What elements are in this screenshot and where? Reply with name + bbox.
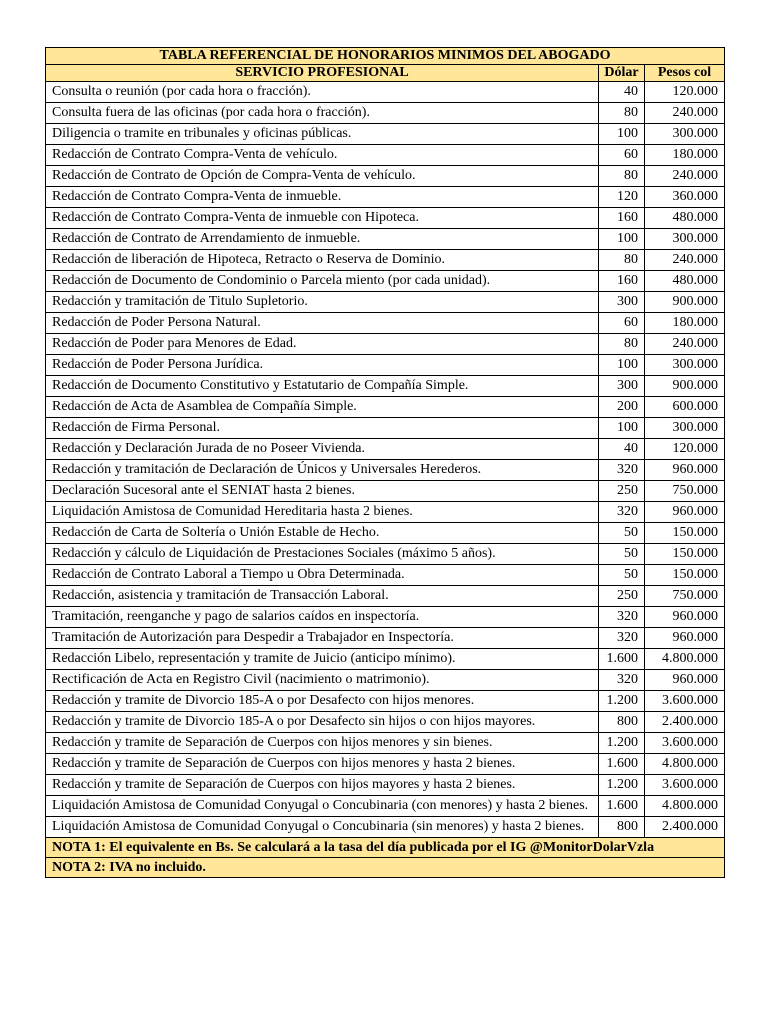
cop-cell: 240.000: [645, 103, 725, 124]
cop-cell: 120.000: [645, 439, 725, 460]
usd-cell: 80: [599, 103, 645, 124]
cop-cell: 4.800.000: [645, 796, 725, 817]
table-row: [46, 334, 725, 355]
table-row: [46, 712, 725, 733]
service-cell: Redacción y tramite de Separación de Cuerpos con hijos mayores y hasta 2 bienes.: [46, 775, 599, 796]
table-row: [46, 166, 725, 187]
table-row: [46, 187, 725, 208]
usd-cell: 320: [599, 670, 645, 691]
table-row: [46, 691, 725, 712]
usd-cell: 40: [599, 82, 645, 103]
service-cell: Redacción de Documento de Condominio o Parcela miento (por cada unidad).: [46, 271, 599, 292]
cop-cell: 4.800.000: [645, 754, 725, 775]
usd-cell: 80: [599, 250, 645, 271]
cop-cell: 750.000: [645, 481, 725, 502]
cop-cell: 600.000: [645, 397, 725, 418]
table-row: [46, 313, 725, 334]
cop-cell: 300.000: [645, 355, 725, 376]
service-cell: Rectificación de Acta en Registro Civil (nacimiento o matrimonio).: [46, 670, 599, 691]
service-cell: Redacción de Firma Personal.: [46, 418, 599, 439]
table-body: [46, 82, 725, 838]
service-cell: Redacción de Contrato Compra-Venta de inmueble.: [46, 187, 599, 208]
cop-cell: 960.000: [645, 607, 725, 628]
table-row: [46, 229, 725, 250]
table-row: [46, 376, 725, 397]
service-cell: Redacción de liberación de Hipoteca, Retracto o Reserva de Dominio.: [46, 250, 599, 271]
table-row: [46, 103, 725, 124]
service-cell: Redacción de Documento Constitutivo y Estatutario de Compañía Simple.: [46, 376, 599, 397]
usd-cell: 320: [599, 460, 645, 481]
cop-cell: 3.600.000: [645, 775, 725, 796]
service-cell: Tramitación de Autorización para Despedir a Trabajador en Inspectoría.: [46, 628, 599, 649]
column-header-usd: Dólar: [599, 65, 645, 82]
table-row: [46, 82, 725, 103]
usd-cell: 40: [599, 439, 645, 460]
service-cell: Redacción y tramite de Separación de Cuerpos con hijos menores y hasta 2 bienes.: [46, 754, 599, 775]
cop-cell: 240.000: [645, 334, 725, 355]
table-row: [46, 544, 725, 565]
cop-cell: 300.000: [645, 124, 725, 145]
table-row: [46, 607, 725, 628]
cop-cell: 4.800.000: [645, 649, 725, 670]
column-header-cop: Pesos col: [645, 65, 725, 82]
usd-cell: 50: [599, 565, 645, 586]
cop-cell: 480.000: [645, 271, 725, 292]
table-row: [46, 565, 725, 586]
table-row: [46, 817, 725, 838]
usd-cell: 50: [599, 523, 645, 544]
service-cell: Redacción y tramite de Divorcio 185-A o por Desafecto con hijos menores.: [46, 691, 599, 712]
service-cell: Declaración Sucesoral ante el SENIAT hasta 2 bienes.: [46, 481, 599, 502]
usd-cell: 1.200: [599, 733, 645, 754]
table-row: [46, 796, 725, 817]
service-cell: Redacción de Contrato de Opción de Compra-Venta de vehículo.: [46, 166, 599, 187]
cop-cell: 960.000: [645, 502, 725, 523]
service-cell: Redacción de Contrato Laboral a Tiempo u Obra Determinada.: [46, 565, 599, 586]
service-cell: Redacción Libelo, representación y tramite de Juicio (anticipo mínimo).: [46, 649, 599, 670]
service-cell: Redacción de Contrato Compra-Venta de vehículo.: [46, 145, 599, 166]
table-row: [46, 355, 725, 376]
service-cell: Redacción de Carta de Soltería o Unión Estable de Hecho.: [46, 523, 599, 544]
usd-cell: 1.600: [599, 754, 645, 775]
cop-cell: 3.600.000: [645, 691, 725, 712]
usd-cell: 300: [599, 292, 645, 313]
note-row: [46, 838, 725, 858]
service-cell: Redacción de Contrato Compra-Venta de inmueble con Hipoteca.: [46, 208, 599, 229]
service-cell: Redacción de Poder para Menores de Edad.: [46, 334, 599, 355]
table-row: [46, 649, 725, 670]
table-row: [46, 523, 725, 544]
usd-cell: 250: [599, 586, 645, 607]
usd-cell: 80: [599, 166, 645, 187]
cop-cell: 2.400.000: [645, 817, 725, 838]
cop-cell: 480.000: [645, 208, 725, 229]
column-header-service: SERVICIO PROFESIONAL: [46, 65, 599, 82]
usd-cell: 320: [599, 502, 645, 523]
table-row: [46, 418, 725, 439]
table-row: [46, 124, 725, 145]
service-cell: Redacción y Declaración Jurada de no Poseer Vivienda.: [46, 439, 599, 460]
usd-cell: 300: [599, 376, 645, 397]
service-cell: Redacción de Contrato de Arrendamiento de inmueble.: [46, 229, 599, 250]
service-cell: Diligencia o tramite en tribunales y oficinas públicas.: [46, 124, 599, 145]
usd-cell: 120: [599, 187, 645, 208]
usd-cell: 100: [599, 355, 645, 376]
fees-table: [45, 47, 725, 878]
usd-cell: 80: [599, 334, 645, 355]
cop-cell: 2.400.000: [645, 712, 725, 733]
cop-cell: 150.000: [645, 523, 725, 544]
note-1: NOTA 1: El equivalente en Bs. Se calculará a la tasa del día publicada por el IG @MonitorDolarVzla: [46, 838, 725, 858]
table-row: [46, 670, 725, 691]
service-cell: Liquidación Amistosa de Comunidad Conyugal o Concubinaria (con menores) y hasta 2 bienes.: [46, 796, 599, 817]
cop-cell: 960.000: [645, 670, 725, 691]
cop-cell: 120.000: [645, 82, 725, 103]
table-row: [46, 397, 725, 418]
cop-cell: 300.000: [645, 418, 725, 439]
usd-cell: 200: [599, 397, 645, 418]
cop-cell: 240.000: [645, 166, 725, 187]
cop-cell: 360.000: [645, 187, 725, 208]
service-cell: Redacción, asistencia y tramitación de Transacción Laboral.: [46, 586, 599, 607]
table-row: [46, 460, 725, 481]
table-title-row: [46, 48, 725, 65]
table-row: [46, 775, 725, 796]
table-row: [46, 502, 725, 523]
cop-cell: 3.600.000: [645, 733, 725, 754]
usd-cell: 100: [599, 229, 645, 250]
service-cell: Consulta o reunión (por cada hora o fracción).: [46, 82, 599, 103]
table-row: [46, 439, 725, 460]
cop-cell: 150.000: [645, 565, 725, 586]
table-row: [46, 250, 725, 271]
cop-cell: 180.000: [645, 313, 725, 334]
service-cell: Liquidación Amistosa de Comunidad Conyugal o Concubinaria (sin menores) y hasta 2 bienes.: [46, 817, 599, 838]
table-row: [46, 628, 725, 649]
table-row: [46, 754, 725, 775]
cop-cell: 300.000: [645, 229, 725, 250]
usd-cell: 250: [599, 481, 645, 502]
usd-cell: 1.200: [599, 691, 645, 712]
cop-cell: 750.000: [645, 586, 725, 607]
service-cell: Tramitación, reenganche y pago de salarios caídos en inspectoría.: [46, 607, 599, 628]
cop-cell: 960.000: [645, 460, 725, 481]
service-cell: Redacción de Poder Persona Jurídica.: [46, 355, 599, 376]
service-cell: Liquidación Amistosa de Comunidad Hereditaria hasta 2 bienes.: [46, 502, 599, 523]
cop-cell: 240.000: [645, 250, 725, 271]
usd-cell: 320: [599, 628, 645, 649]
cop-cell: 960.000: [645, 628, 725, 649]
service-cell: Consulta fuera de las oficinas (por cada hora o fracción).: [46, 103, 599, 124]
service-cell: Redacción y tramitación de Declaración de Únicos y Universales Herederos.: [46, 460, 599, 481]
usd-cell: 800: [599, 817, 645, 838]
service-cell: Redacción y tramitación de Titulo Supletorio.: [46, 292, 599, 313]
table-row: [46, 208, 725, 229]
usd-cell: 50: [599, 544, 645, 565]
service-cell: Redacción y tramite de Divorcio 185-A o por Desafecto sin hijos o con hijos mayores.: [46, 712, 599, 733]
table-row: [46, 271, 725, 292]
cop-cell: 180.000: [645, 145, 725, 166]
usd-cell: 60: [599, 145, 645, 166]
service-cell: Redacción de Poder Persona Natural.: [46, 313, 599, 334]
service-cell: Redacción de Acta de Asamblea de Compañía Simple.: [46, 397, 599, 418]
usd-cell: 60: [599, 313, 645, 334]
usd-cell: 100: [599, 124, 645, 145]
table-row: [46, 481, 725, 502]
usd-cell: 1.600: [599, 649, 645, 670]
table-row: [46, 586, 725, 607]
usd-cell: 1.600: [599, 796, 645, 817]
service-cell: Redacción y tramite de Separación de Cuerpos con hijos menores y sin bienes.: [46, 733, 599, 754]
table-row: [46, 145, 725, 166]
usd-cell: 1.200: [599, 775, 645, 796]
column-header-row: [46, 65, 725, 82]
usd-cell: 160: [599, 208, 645, 229]
usd-cell: 320: [599, 607, 645, 628]
service-cell: Redacción y cálculo de Liquidación de Prestaciones Sociales (máximo 5 años).: [46, 544, 599, 565]
table-row: [46, 292, 725, 313]
usd-cell: 800: [599, 712, 645, 733]
cop-cell: 150.000: [645, 544, 725, 565]
usd-cell: 100: [599, 418, 645, 439]
table-title: TABLA REFERENCIAL DE HONORARIOS MINIMOS DEL ABOGADO: [46, 48, 725, 65]
usd-cell: 160: [599, 271, 645, 292]
note-2: NOTA 2: IVA no incluido.: [46, 858, 725, 878]
cop-cell: 900.000: [645, 292, 725, 313]
note-row: [46, 858, 725, 878]
table-row: [46, 733, 725, 754]
cop-cell: 900.000: [645, 376, 725, 397]
